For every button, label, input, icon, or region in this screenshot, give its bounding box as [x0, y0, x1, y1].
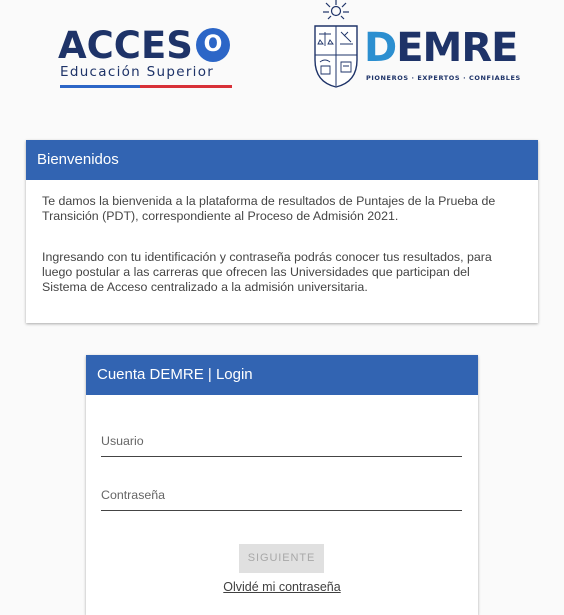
welcome-paragraph-2: Ingresando con tu identificación y contraseña podrás conocer tus resultados, para luego postular a las carreras que ofrecen las Universidades que participan del Sistema de Acceso centralizado a la admisión universitaria.	[42, 250, 492, 294]
username-label: Usuario	[101, 434, 144, 448]
welcome-paragraph-1: Te damos la bienvenida a la plataforma de resultados de Puntajes de la Prueba de Transición (PDT), correspondiente al Proceso de Admisión 2021.	[42, 194, 496, 223]
acceso-logo	[58, 26, 234, 90]
login-card	[86, 355, 478, 615]
password-input[interactable]	[101, 486, 466, 510]
logo-bar	[0, 0, 564, 100]
acceso-logo-stripe	[60, 85, 232, 88]
demre-logo	[312, 0, 527, 90]
next-button[interactable]: SIGUIENTE	[239, 544, 324, 573]
demre-logo-tagline: PIONEROS · EXPERTOS · CONFIABLES	[366, 74, 521, 82]
welcome-card-title: Bienvenidos	[26, 140, 538, 180]
acceso-logo-circle: O	[196, 28, 230, 62]
demre-emblem-icon	[312, 0, 360, 88]
login-card-title: Cuenta DEMRE | Login	[86, 355, 478, 395]
demre-logo-word: DEMRE	[364, 25, 518, 71]
forgot-password-link[interactable]: Olvidé mi contraseña	[223, 580, 341, 594]
acceso-logo-subtitle: Educación Superior	[60, 64, 215, 80]
password-field[interactable]	[101, 486, 462, 511]
acceso-logo-word: ACCES	[58, 24, 193, 67]
username-input[interactable]	[101, 432, 466, 456]
username-field[interactable]	[101, 432, 462, 457]
welcome-card	[26, 140, 538, 323]
password-label: Contraseña	[101, 488, 166, 502]
